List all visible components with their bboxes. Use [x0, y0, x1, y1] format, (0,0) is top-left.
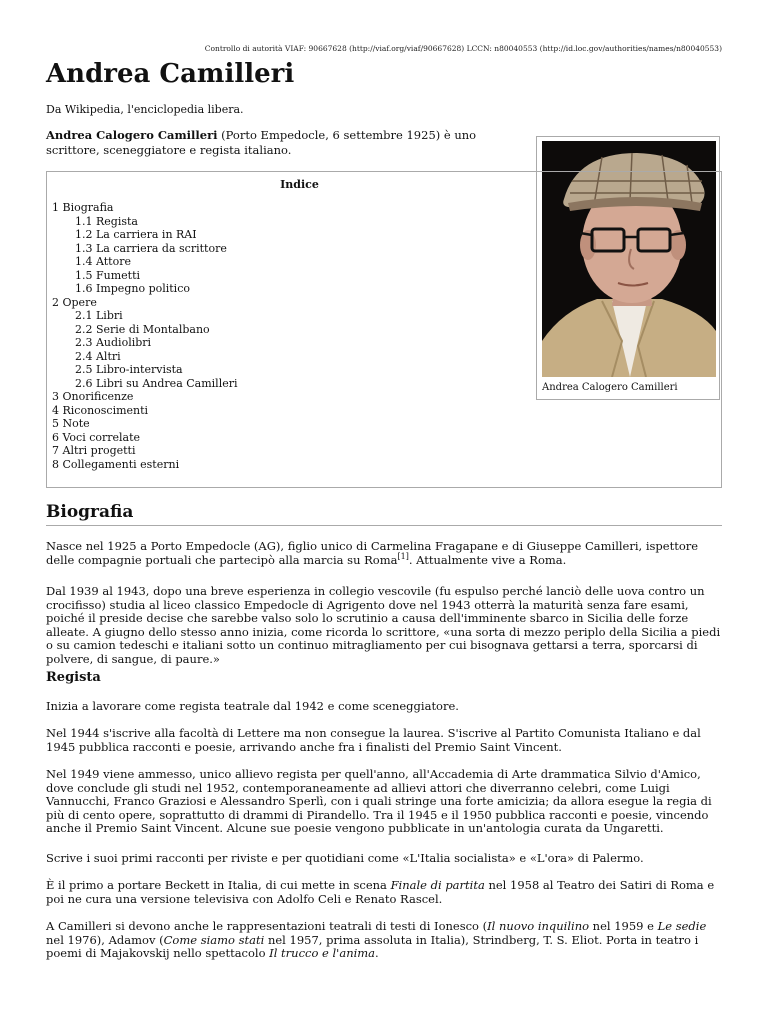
biografia-paragraph-1 — [46, 540, 722, 567]
regista-paragraph-1: Inizia a lavorare come regista teatrale dal 1942 e come sceneggiatore. — [46, 699, 459, 713]
biografia-paragraph-2: Dal 1939 al 1943, dopo una breve esperienza in collegio vescovile (fu espulso perché lanciò delle uova contro un crocifisso) studia al liceo classico Empedocle di Agrigento dove nel 1943 otterrà la maturità senza fare esami, poiché il preside decise che sarebbe valso solo lo scrutinio a causa dell'imminente sbarco in Sicilia delle forze alleate. A giugno dello stesso anno inizia, come ricorda lo scrittore, «una sorta di mezzo periplo della Sicilia a piedi o su camion tedeschi e italiani sotto un continuo mitragliamento per cui bisognava gettarsi a terra, sporcarsi di polvere, di sangue, di paure.» — [46, 584, 721, 666]
authority-control-line: Controllo di autorità VIAF: 90667628 (http://viaf.org/viaf/90667628) LCCN: n80040553 (http://id.loc.gov/authorities/names/n80040553) — [204, 44, 722, 53]
paragraph-text: nel 1976), Adamov ( — [46, 932, 164, 947]
regista-paragraph-6 — [46, 920, 722, 961]
regista-paragraph-2: Nel 1944 s'iscrive alla facoltà di Lettere ma non consegue la laurea. S'iscrive al Partito Comunista Italiano e dal 1945 pubblica racconti e poesie, arrivando anche fra i finalisti del Premio Saint Vincent. — [46, 726, 701, 754]
paragraph-text: nel 1959 e — [589, 919, 658, 933]
toc-item[interactable]: 1.3 La carriera da scrittore — [75, 241, 227, 255]
toc-item[interactable]: 8 Collegamenti esterni — [52, 457, 180, 471]
toc-item[interactable]: 1 Biografia — [52, 201, 114, 214]
paragraph-text: nel 1957, prima assoluta in Italia), Strindberg, T. S. Eliot. Porta in teatro i poemi di Majakovskij nello spettacolo — [46, 932, 699, 961]
toc-item[interactable]: 2.1 Libri — [75, 309, 123, 322]
paragraph-text: . — [375, 946, 379, 961]
page-title: Andrea Camilleri — [46, 59, 295, 89]
source-line: Da Wikipedia, l'enciclopedia libera. — [46, 103, 244, 116]
toc-item[interactable]: 2.6 Libri su Andrea Camilleri — [75, 376, 238, 390]
work-title: Le sedie — [657, 919, 707, 933]
work-title: Come siamo stati — [163, 932, 265, 947]
paragraph-text: nel 1958 al Teatro dei Satiri di Roma e poi ne cura una versione televisiva con Adolfo Celi e Renato Rascel. — [46, 878, 715, 906]
toc-title: Indice — [280, 178, 319, 191]
toc-item[interactable]: 5 Note — [52, 417, 90, 430]
paragraph-text: È il primo a portare Beckett in Italia, di cui mette in scena — [46, 878, 391, 892]
paragraph-text: Nasce nel 1925 a Porto Empedocle (AG), figlio unico di Carmelina Fragapane e di Giuseppe Camilleri, ispettore delle compagnie portuali che partecipò alla marcia su Roma — [46, 539, 699, 567]
toc-item[interactable]: 1.2 La carriera in RAI — [75, 228, 197, 241]
toc-item[interactable]: 2.3 Audiolibri — [75, 336, 152, 349]
toc-item[interactable]: 7 Altri progetti — [52, 444, 136, 457]
paragraph-text: A Camilleri si devono anche le rappresentazioni teatrali di testi di Ionesco ( — [46, 919, 488, 933]
work-title: Il nuovo inquilino — [487, 919, 590, 933]
toc-item[interactable]: 2.2 Serie di Montalbano — [75, 322, 210, 336]
toc-item[interactable]: 2.4 Altri — [75, 349, 121, 363]
section-heading-regista: Regista — [46, 670, 101, 685]
toc-item[interactable]: 1.1 Regista — [75, 214, 138, 228]
work-title: Il trucco e l'anima — [269, 946, 376, 961]
intro-name: Andrea Calogero Camilleri — [46, 128, 218, 142]
intro-text: (Porto Empedocle, 6 settembre 1925) è uno scrittore, sceneggiatore e regista italiano. — [46, 128, 477, 157]
infobox-caption: Andrea Calogero Camilleri — [542, 382, 678, 393]
toc-item[interactable]: 1.6 Impegno politico — [75, 282, 190, 295]
section-heading-biografia: Biografia — [46, 502, 134, 522]
regista-paragraph-5 — [46, 879, 722, 906]
toc-item[interactable]: 2 Opere — [52, 295, 97, 309]
heading-rule — [46, 525, 722, 526]
toc-item[interactable]: 1.5 Fumetti — [75, 268, 141, 282]
toc-item[interactable]: 1.4 Attore — [75, 255, 131, 268]
toc-item[interactable]: 3 Onorificenze — [52, 390, 134, 403]
paragraph-text: . Attualmente vive a Roma. — [408, 552, 567, 567]
footnote-ref[interactable]: [1] — [397, 551, 409, 561]
toc-item[interactable]: 2.5 Libro-intervista — [75, 363, 183, 376]
table-of-contents — [46, 171, 722, 488]
intro-paragraph — [46, 128, 486, 158]
regista-paragraph-3: Nel 1949 viene ammesso, unico allievo regista per quell'anno, all'Accademia di Arte drammatica Silvio d'Amico, dove conclude gli studi nel 1952, contemporaneamente ad allievi attori che diverranno celebri, come Luigi Vannucchi, Franco Graziosi e Alessandro Sperlì, con i quali stringe una forte amicizia; da allora esegue la regia di più di cento opere, soprattutto di drammi di Pirandello. Tra il 1945 e il 1950 pubblica racconti e poesie, vincendo anche il Premio Saint Vincent. Alcune sue poesie vengono pubblicate in un'antologia curata da Ungaretti. — [46, 767, 712, 836]
regista-paragraph-4: Scrive i suoi primi racconti per riviste e per quotidiani come «L'Italia socialista» e «L'ora» di Palermo. — [46, 851, 644, 865]
toc-list — [52, 201, 238, 471]
toc-item[interactable]: 4 Riconoscimenti — [52, 403, 149, 417]
toc-item[interactable]: 6 Voci correlate — [52, 430, 141, 444]
work-title: Finale di partita — [390, 878, 485, 892]
